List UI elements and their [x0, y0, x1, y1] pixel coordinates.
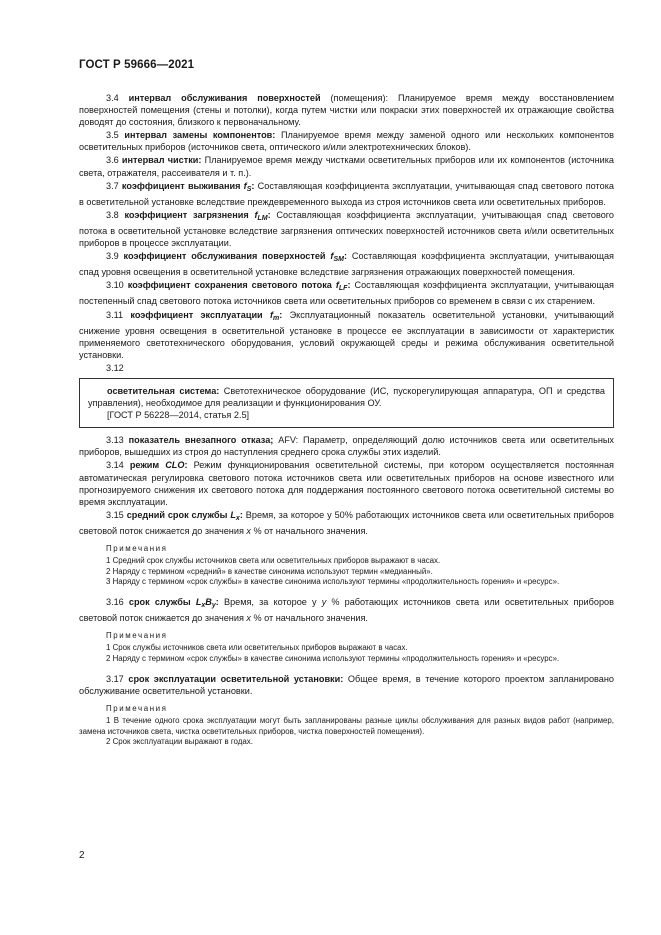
definition-3-12-number: 3.12 [106, 362, 124, 373]
note-item: 2 Срок эксплуатации выражают в годах. [106, 737, 253, 747]
definition-3-4: 3.4 интервал обслуживания поверхностей (помещения): Планируемое время между восстановлением поверхностей помещения (стены и потолки), когда путем чистки или покраски этих поверхностей их отражающие свойства доводят до состояния, близкого к первоначальному. [79, 93, 614, 128]
note-item: 1 Средний срок службы источников света или осветительных приборов выражают в часах. [106, 555, 441, 565]
quoted-definition-text: осветительная система: Светотехническое оборудование (ИС, пускорегулирующая аппаратура, ОП и средства управления), необходимое для реализации и функционирования ОУ. [88, 385, 605, 409]
note-item: 2 Наряду с термином «средний» в качестве синонима используют термин «медианный». [106, 566, 433, 576]
quoted-definition-box [79, 378, 614, 428]
note-item: 1 В течение одного срока эксплуатации могут быть запланированы разные циклы обслуживания для разных видов работ (например, замена источников света, чистка осветительных приборов, чистка поверхностей помещения). [79, 715, 614, 736]
definition-3-17: 3.17 срок эксплуатации осветительной установки: Общее время, в течение которого проектом запланировано обслуживание осветительной установки. [79, 673, 614, 696]
definition-3-14: 3.14 режим CLO: Режим функционирования осветительной системы, при котором осуществляется постоянная автоматическая регулировка светового потока источников света или осветительных приборов на основе известного или прогнозируемого снижения их светового потока для поддержания постоянного светового потока осветительной системы во время эксплуатации. [79, 460, 614, 507]
definition-3-11: 3.11 коэффициент эксплуатации $f_m$: Эксплуатационный показатель осветительной установки, учитывающий снижение уровня освещения в осветительной установке в процессе ее эксплуатации в зависимости от характеристик применяемого светотехнического оборудования, условий окружающей среды и режима обслуживания осветительной установки. [79, 309, 614, 360]
notes-heading: Примечания [106, 544, 168, 553]
quoted-definition-reference: [ГОСТ Р 56228—2014, статья 2.5] [107, 410, 250, 421]
page-number: 2 [79, 850, 85, 861]
definition-3-13: 3.13 показатель внезапного отказа; AFV: Параметр, определяющий долю источников света или осветительных приборов, вышедших из строя до наступления среднего срока службы этих изделий. [79, 435, 614, 458]
notes-3-16 [79, 631, 614, 664]
definition-3-6: 3.6 интервал чистки: Планируемое время между чистками осветительных приборов или их компонентов (источника света, отражателя, рассеивателя и т. п.). [79, 155, 614, 178]
definition-3-16: 3.16 срок службы $L_xB_y$: Время, за которое у y % работающих источников света или осветительных приборов световой поток снижается до значения x % от начального значения. [79, 597, 614, 624]
definition-3-5: 3.5 интервал замены компонентов: Планируемое время между заменой одного или нескольких компонентов осветительных приборов (источников света, оптического и/или электротехнических блоков). [79, 130, 614, 153]
document-body [79, 92, 614, 756]
notes-heading: Примечания [106, 631, 168, 641]
notes-heading: Примечания [106, 703, 168, 713]
note-item: 1 Срок службы источников света или осветительных приборов выражают в часах. [106, 643, 408, 653]
document-header: ГОСТ Р 59666—2021 [79, 59, 195, 71]
definition-3-15: 3.15 средний срок службы $L_x$: Время, за которое у 50% работающих источников света или осветительных приборов световой поток снижается до значения x % от начального значения. [79, 509, 614, 536]
note-item: 3 Наряду с термином «срок службы» в качестве синонима используют термины «продолжительность горения» и «ресурс». [106, 577, 560, 587]
note-item: 2 Наряду с термином «срок службы» в качестве синонима используют термины «продолжительность горения» и «ресурс». [106, 653, 560, 663]
notes-3-15 [79, 544, 614, 588]
definition-3-7: 3.7 коэффициент выживания $f_S$: Составляющая коэффициента эксплуатации, учитывающая спад светового потока в осветительной установке вследствие преждевременного выхода из строя источников света или осветительных приборов. [79, 180, 614, 207]
definition-3-9: 3.9 коэффициент обслуживания поверхностей $f_{SM}$: Составляющая коэффициента эксплуатации, учитывающая спад уровня освещения в осветительной установке вследствие загрязнения отражающих поверхностей помещения. [79, 251, 614, 278]
definition-3-10: 3.10 коэффициент сохранения светового потока $f_{LF}$: Составляющая коэффициента эксплуатации, учитывающая постепенный спад светового потока источников света или осветительных приборов со временем в связи с их старением. [79, 280, 614, 307]
definition-3-8: 3.8 коэффициент загрязнения $f_{LM}$: Составляющая коэффициента эксплуатации, учитывающая спад светового потока в осветительной установке вследствие загрязнения оптических поверхностей источников света и/или осветительных приборов в процессе эксплуатации. [79, 209, 614, 249]
notes-3-17 [79, 704, 614, 748]
